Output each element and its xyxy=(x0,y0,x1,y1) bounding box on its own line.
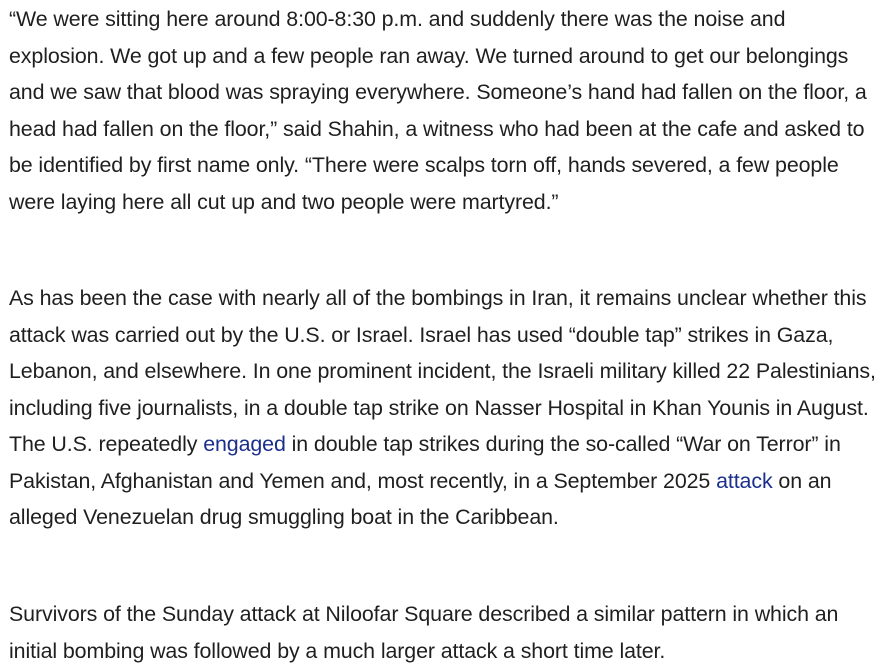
paragraph-text-segment: in double tap strikes during the so-called “War on Terror” in Pakistan, Afghanistan and Yemen and, most recently, in a September 2025 xyxy=(9,432,841,493)
paragraph-text-segment: on an alleged Venezuelan drug smuggling boat in the Caribbean. xyxy=(9,468,832,529)
paragraph-double-tap-context xyxy=(9,280,881,536)
paragraph-text-segment: As has been the case with nearly all of the bombings in Iran, it remains unclear whether this attack was carried out by the U.S. or Israel. Israel has used “double tap” strikes in Gaza, Lebanon, and elsewhere. In one prominent incident, the Israeli military killed 22 Palestinians, including five journalists, in a double tap strike on Nasser Hospital in Khan Younis in August. The U.S. repeatedly xyxy=(9,286,876,456)
engaged-link[interactable]: engaged xyxy=(203,432,286,456)
paragraph-survivors: Survivors of the Sunday attack at Niloofar Square described a similar pattern in which an initial bombing was followed by a much larger attack a short time later. xyxy=(9,602,839,663)
paragraph-witness-quote: “We were sitting here around 8:00-8:30 p.m. and suddenly there was the noise and explosion. We got up and a few people ran away. We turned around to get our belongings and we saw that blood was spraying everywhere. Someone’s hand had fallen on the floor, a head had fallen on the floor,” said Shahin, a witness who had been at the cafe and asked to be identified by first name only. “There were scalps torn off, hands severed, a few people were laying here all cut up and two people were martyred.” xyxy=(9,7,867,214)
attack-link[interactable]: attack xyxy=(716,468,773,493)
